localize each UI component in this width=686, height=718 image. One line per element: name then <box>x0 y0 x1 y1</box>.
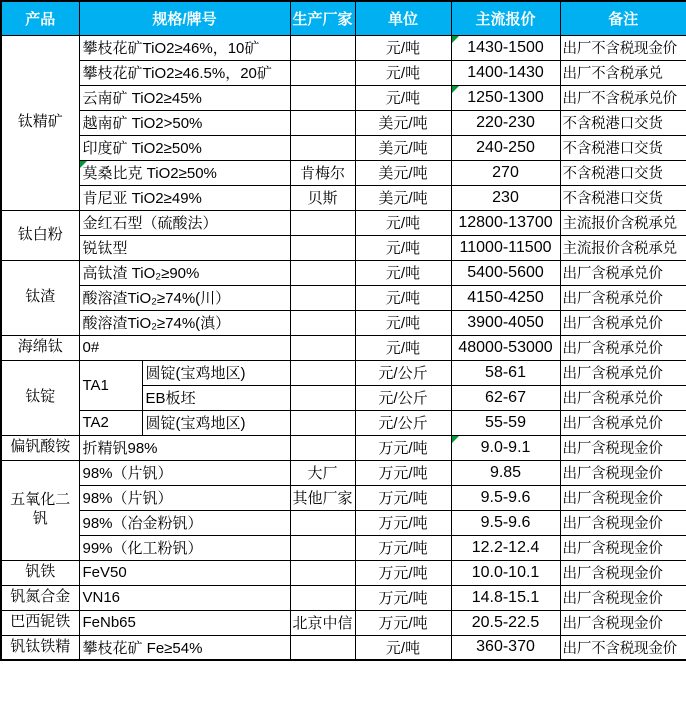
table-row <box>1 560 686 585</box>
spec-cell-text: 云南矿 TiO2≥45% <box>82 90 202 107</box>
form-cell <box>142 410 290 435</box>
price-cell-text: 270 <box>492 163 519 181</box>
price-cell <box>451 85 560 110</box>
unit-cell <box>355 535 451 560</box>
grade-cell-text: TA1 <box>82 376 109 394</box>
unit-cell <box>355 85 451 110</box>
manufacturer-cell <box>290 235 355 260</box>
manufacturer-cell <box>290 435 355 460</box>
manufacturer-cell <box>290 310 355 335</box>
price-cell <box>451 260 560 285</box>
unit-cell <box>355 35 451 60</box>
table-row <box>1 485 686 510</box>
table-header <box>1 1 686 35</box>
manufacturer-cell <box>290 135 355 160</box>
header-col-price: 主流报价 <box>451 1 560 35</box>
table-row <box>1 460 686 485</box>
price-cell-text: 12800-13700 <box>458 213 553 231</box>
header-col-unit: 单位 <box>355 1 451 35</box>
price-cell-text: 55-59 <box>485 413 526 431</box>
remark-cell-text: 不含税港口交货 <box>562 116 663 132</box>
unit-cell <box>355 610 451 635</box>
comment-triangle-icon <box>452 86 459 93</box>
price-cell-text: 3900-4050 <box>467 313 544 331</box>
unit-cell <box>355 310 451 335</box>
price-cell-text: 230 <box>492 188 519 206</box>
unit-cell <box>355 385 451 410</box>
unit-cell <box>355 285 451 310</box>
product-cell-text: 钒氮合金 <box>10 588 71 606</box>
header-col-product: 产品 <box>1 1 79 35</box>
remark-cell-text: 不含税港口交货 <box>562 191 663 207</box>
remark-cell <box>560 460 686 485</box>
unit-cell-text: 元/吨 <box>385 40 421 57</box>
price-cell-text: 62-67 <box>485 388 526 406</box>
manufacturer-cell <box>290 260 355 285</box>
table-row <box>1 635 686 660</box>
spec-cell <box>79 535 290 560</box>
unit-cell-text: 元/公斤 <box>378 390 428 407</box>
manufacturer-cell <box>290 360 355 385</box>
unit-cell <box>355 110 451 135</box>
spec-cell-text: 攀枝花矿TiO2≥46%，10矿 <box>82 40 260 57</box>
price-cell <box>451 510 560 535</box>
spec-cell <box>79 135 290 160</box>
remark-cell <box>560 110 686 135</box>
unit-cell <box>355 560 451 585</box>
unit-cell-text: 万元/吨 <box>378 590 428 607</box>
remark-cell-text: 出厂含税现金价 <box>562 591 663 607</box>
price-cell <box>451 160 560 185</box>
unit-cell-text: 元/公斤 <box>378 365 428 382</box>
comment-triangle-icon <box>452 36 459 43</box>
price-cell-text: 240-250 <box>476 138 535 156</box>
remark-cell-text: 出厂含税承兑价 <box>562 391 663 407</box>
price-cell <box>451 185 560 210</box>
price-cell-text: 220-230 <box>476 113 535 131</box>
product-cell <box>1 635 79 660</box>
remark-cell <box>560 510 686 535</box>
remark-cell <box>560 35 686 60</box>
spec-cell <box>79 260 290 285</box>
grade-cell <box>79 410 142 435</box>
manufacturer-cell <box>290 460 355 485</box>
table-row <box>1 185 686 210</box>
unit-cell <box>355 160 451 185</box>
price-cell <box>451 360 560 385</box>
manufacturer-cell <box>290 635 355 660</box>
unit-cell <box>355 485 451 510</box>
remark-cell-text: 出厂含税承兑价 <box>562 341 663 357</box>
remark-cell <box>560 435 686 460</box>
spec-cell-text: 高钛渣 TiO₂≥90% <box>82 265 200 282</box>
spec-cell-text: 金红石型（硫酸法） <box>82 215 218 232</box>
spec-cell-text: FeNb65 <box>82 614 136 631</box>
price-cell <box>451 560 560 585</box>
manufacturer-cell <box>290 560 355 585</box>
remark-cell <box>560 635 686 660</box>
unit-cell <box>355 235 451 260</box>
table-row <box>1 85 686 110</box>
price-cell <box>451 35 560 60</box>
form-cell-text: 圆锭(宝鸡地区) <box>145 365 246 382</box>
price-cell-text: 9.5-9.6 <box>480 513 531 531</box>
spec-cell-text: FeV50 <box>82 564 127 581</box>
price-cell <box>451 535 560 560</box>
unit-cell-text: 万元/吨 <box>378 540 428 557</box>
table-row <box>1 410 686 435</box>
unit-cell-text: 元/吨 <box>385 340 421 357</box>
table-row <box>1 535 686 560</box>
table-body <box>1 35 686 660</box>
price-cell <box>451 460 560 485</box>
manufacturer-cell-text: 肯梅尔 <box>300 165 346 182</box>
remark-cell <box>560 410 686 435</box>
header-row <box>1 1 686 35</box>
product-cell <box>1 360 79 435</box>
spec-cell <box>79 510 290 535</box>
price-cell <box>451 235 560 260</box>
unit-cell-text: 元/吨 <box>385 639 421 657</box>
table-row <box>1 285 686 310</box>
manufacturer-cell-text: 大厂 <box>307 465 338 482</box>
remark-cell <box>560 335 686 360</box>
price-cell-text: 58-61 <box>485 363 526 381</box>
spec-cell <box>79 235 290 260</box>
unit-cell-text: 万元/吨 <box>378 490 428 507</box>
product-cell <box>1 210 79 260</box>
remark-cell-text: 出厂含税承兑价 <box>562 416 663 432</box>
unit-cell <box>355 260 451 285</box>
spec-cell-text: 酸溶渣TiO₂≥74%(滇） <box>82 315 231 332</box>
spec-cell <box>79 485 290 510</box>
product-cell <box>1 585 79 610</box>
spec-cell-text: 酸溶渣TiO₂≥74%(川） <box>82 290 231 307</box>
manufacturer-cell <box>290 535 355 560</box>
unit-cell <box>355 60 451 85</box>
unit-cell-text: 元/吨 <box>385 290 421 307</box>
price-cell <box>451 60 560 85</box>
product-cell-text: 钛渣 <box>25 288 56 306</box>
remark-cell <box>560 60 686 85</box>
spec-cell <box>79 110 290 135</box>
product-cell-text: 海绵钛 <box>17 338 63 356</box>
remark-cell-text: 不含税港口交货 <box>562 141 663 157</box>
remark-cell <box>560 235 686 260</box>
grade-cell-text: TA2 <box>82 414 109 431</box>
spec-cell <box>79 160 290 185</box>
remark-cell-text: 出厂不含税现金价 <box>562 41 677 57</box>
product-cell-text: 偏钒酸铵 <box>10 438 71 456</box>
unit-cell <box>355 360 451 385</box>
unit-cell-text: 元/吨 <box>385 240 421 257</box>
remark-cell <box>560 185 686 210</box>
manufacturer-cell <box>290 85 355 110</box>
remark-cell-text: 出厂含税承兑价 <box>562 366 663 382</box>
remark-cell <box>560 385 686 410</box>
unit-cell-text: 美元/吨 <box>378 115 428 132</box>
table-row <box>1 310 686 335</box>
price-cell <box>451 635 560 660</box>
spec-cell <box>79 335 290 360</box>
price-cell-text: 1250-1300 <box>467 88 544 106</box>
spec-cell <box>79 610 290 635</box>
price-cell-text: 1430-1500 <box>467 38 544 56</box>
spec-cell-text: 0# <box>82 339 100 356</box>
remark-cell <box>560 610 686 635</box>
price-cell <box>451 310 560 335</box>
form-cell-text: 圆锭(宝鸡地区) <box>145 415 246 432</box>
table-row <box>1 210 686 235</box>
unit-cell <box>355 335 451 360</box>
unit-cell <box>355 635 451 660</box>
spec-cell <box>79 35 290 60</box>
spec-cell <box>79 310 290 335</box>
product-cell <box>1 260 79 335</box>
remark-cell <box>560 560 686 585</box>
price-cell-text: 4150-4250 <box>467 288 544 306</box>
comment-triangle-icon <box>452 436 459 443</box>
table-row <box>1 360 686 385</box>
unit-cell-text: 万元/吨 <box>378 515 428 532</box>
product-cell-text: 钛锭 <box>25 388 56 406</box>
remark-cell <box>560 210 686 235</box>
remark-cell-text: 主流报价含税承兑 <box>562 241 677 257</box>
remark-cell-text: 出厂含税现金价 <box>562 516 663 532</box>
table-row <box>1 610 686 635</box>
manufacturer-cell <box>290 60 355 85</box>
form-cell <box>142 385 290 410</box>
unit-cell-text: 元/吨 <box>385 65 421 82</box>
remark-cell <box>560 585 686 610</box>
spec-cell-text: 锐钛型 <box>82 240 128 257</box>
manufacturer-cell <box>290 410 355 435</box>
table-row <box>1 35 686 60</box>
remark-cell-text: 出厂含税现金价 <box>562 541 663 557</box>
price-cell <box>451 485 560 510</box>
remark-cell <box>560 260 686 285</box>
remark-cell <box>560 535 686 560</box>
table-row <box>1 135 686 160</box>
manufacturer-cell <box>290 285 355 310</box>
table-row <box>1 110 686 135</box>
product-cell <box>1 560 79 585</box>
remark-cell-text: 出厂含税现金价 <box>562 491 663 507</box>
header-col-manufacturer: 生产厂家 <box>290 1 355 35</box>
remark-cell <box>560 285 686 310</box>
unit-cell-text: 元/吨 <box>385 315 421 332</box>
price-cell <box>451 210 560 235</box>
spec-cell <box>79 60 290 85</box>
product-cell-text: 钛精矿 <box>17 113 63 131</box>
spec-cell-text: 99%（化工粉钒） <box>82 540 203 557</box>
manufacturer-cell <box>290 585 355 610</box>
price-cell-text: 14.8-15.1 <box>471 588 540 606</box>
product-cell-text: 钒钛铁精 <box>10 637 71 655</box>
price-cell <box>451 110 560 135</box>
price-cell-text: 9.85 <box>489 463 522 481</box>
remark-cell-text: 出厂含税现金价 <box>562 566 663 582</box>
remark-cell-text: 出厂含税现金价 <box>562 616 663 632</box>
manufacturer-cell <box>290 485 355 510</box>
spec-cell <box>79 460 290 485</box>
unit-cell <box>355 210 451 235</box>
remark-cell-text: 主流报价含税承兑 <box>562 216 677 232</box>
unit-cell-text: 万元/吨 <box>378 615 428 632</box>
remark-cell-text: 出厂不含税承兑价 <box>562 91 677 107</box>
unit-cell <box>355 435 451 460</box>
spec-cell <box>79 210 290 235</box>
remark-cell-text: 出厂含税承兑价 <box>562 266 663 282</box>
price-cell-text: 12.2-12.4 <box>471 538 540 556</box>
remark-cell-text: 出厂含税承兑价 <box>562 316 663 332</box>
unit-cell-text: 万元/吨 <box>378 465 428 482</box>
remark-cell-text: 出厂含税承兑价 <box>562 291 663 307</box>
product-cell <box>1 435 79 460</box>
remark-cell <box>560 360 686 385</box>
price-cell <box>451 435 560 460</box>
table-row <box>1 335 686 360</box>
price-cell-text: 1400-1430 <box>467 63 544 81</box>
remark-cell-text: 出厂不含税承兑 <box>562 66 663 82</box>
spec-cell <box>79 185 290 210</box>
spec-cell <box>79 435 290 460</box>
product-cell-text: 钛白粉 <box>17 225 63 243</box>
price-cell-text: 48000-53000 <box>458 338 553 356</box>
unit-cell-text: 美元/吨 <box>378 165 428 182</box>
spec-cell-text: 攀枝花矿TiO2≥46.5%，20矿 <box>82 65 272 82</box>
grade-cell <box>79 360 142 410</box>
spec-cell <box>79 635 290 660</box>
table-row <box>1 60 686 85</box>
unit-cell-text: 美元/吨 <box>378 140 428 157</box>
spec-cell-text: 折精钒98% <box>82 440 158 457</box>
table-row <box>1 510 686 535</box>
remark-cell <box>560 485 686 510</box>
product-cell <box>1 335 79 360</box>
price-cell <box>451 610 560 635</box>
product-cell-text: 五氧化二钒 <box>10 491 71 527</box>
table-row <box>1 585 686 610</box>
manufacturer-cell <box>290 110 355 135</box>
spec-cell-text: 攀枝花矿 Fe≥54% <box>82 639 203 657</box>
price-cell <box>451 385 560 410</box>
manufacturer-cell <box>290 35 355 60</box>
manufacturer-cell-text: 北京中信 <box>292 615 353 632</box>
table-row <box>1 160 686 185</box>
spec-cell-text: 98%（冶金粉钒） <box>82 515 203 532</box>
table-row <box>1 260 686 285</box>
spec-cell-text: VN16 <box>82 589 121 606</box>
unit-cell-text: 元/吨 <box>385 265 421 282</box>
unit-cell <box>355 185 451 210</box>
price-cell-text: 11000-11500 <box>459 238 552 256</box>
manufacturer-cell <box>290 160 355 185</box>
form-cell <box>142 360 290 385</box>
unit-cell <box>355 410 451 435</box>
product-cell-text: 钒铁 <box>25 563 56 581</box>
remark-cell-text: 不含税港口交货 <box>562 166 663 182</box>
spec-cell <box>79 560 290 585</box>
unit-cell <box>355 135 451 160</box>
price-cell <box>451 410 560 435</box>
unit-cell-text: 万元/吨 <box>378 565 428 582</box>
price-cell-text: 360-370 <box>476 638 535 656</box>
unit-cell <box>355 585 451 610</box>
comment-triangle-icon <box>80 161 87 168</box>
table-row <box>1 235 686 260</box>
remark-cell <box>560 160 686 185</box>
price-cell <box>451 585 560 610</box>
remark-cell <box>560 135 686 160</box>
manufacturer-cell <box>290 385 355 410</box>
unit-cell-text: 元/公斤 <box>378 415 428 432</box>
unit-cell-text: 万元/吨 <box>378 440 428 457</box>
spec-cell-text: 莫桑比克 TiO2≥50% <box>82 165 217 182</box>
price-cell <box>451 335 560 360</box>
remark-cell-text: 出厂含税现金价 <box>562 466 663 482</box>
unit-cell-text: 元/吨 <box>385 215 421 232</box>
product-cell <box>1 610 79 635</box>
product-cell <box>1 35 79 210</box>
spec-cell-text: 印度矿 TiO2≥50% <box>82 140 202 157</box>
manufacturer-cell-text: 其他厂家 <box>292 490 353 507</box>
spec-cell <box>79 585 290 610</box>
product-cell <box>1 460 79 560</box>
manufacturer-cell-text: 贝斯 <box>307 190 338 207</box>
spec-cell-text: 98%（片钒） <box>82 490 173 507</box>
manufacturer-cell <box>290 185 355 210</box>
form-cell-text: EB板坯 <box>145 390 196 407</box>
header-col-remark: 备注 <box>560 1 686 35</box>
manufacturer-cell <box>290 510 355 535</box>
spec-cell <box>79 85 290 110</box>
unit-cell <box>355 460 451 485</box>
remark-cell <box>560 85 686 110</box>
remark-cell-text: 出厂含税现金价 <box>562 441 663 457</box>
remark-cell-text: 出厂不含税现金价 <box>562 640 677 657</box>
unit-cell-text: 美元/吨 <box>378 190 428 207</box>
spec-cell-text: 肯尼亚 TiO2≥49% <box>82 190 202 207</box>
price-cell-text: 9.0-9.1 <box>480 438 531 456</box>
table-row <box>1 435 686 460</box>
price-cell <box>451 285 560 310</box>
price-cell <box>451 135 560 160</box>
price-cell-text: 5400-5600 <box>467 263 544 281</box>
header-col-spec: 规格/牌号 <box>79 1 290 35</box>
unit-cell-text: 元/吨 <box>385 90 421 107</box>
price-cell-text: 20.5-22.5 <box>471 613 540 631</box>
manufacturer-cell <box>290 610 355 635</box>
spec-cell-text: 越南矿 TiO2>50% <box>82 115 203 132</box>
spec-cell <box>79 285 290 310</box>
product-cell-text: 巴西铌铁 <box>10 613 71 631</box>
manufacturer-cell <box>290 335 355 360</box>
unit-cell <box>355 510 451 535</box>
price-cell-text: 9.5-9.6 <box>480 488 531 506</box>
remark-cell <box>560 310 686 335</box>
price-cell-text: 10.0-10.1 <box>471 563 540 581</box>
manufacturer-cell <box>290 210 355 235</box>
spec-cell-text: 98%（片钒） <box>82 465 173 482</box>
